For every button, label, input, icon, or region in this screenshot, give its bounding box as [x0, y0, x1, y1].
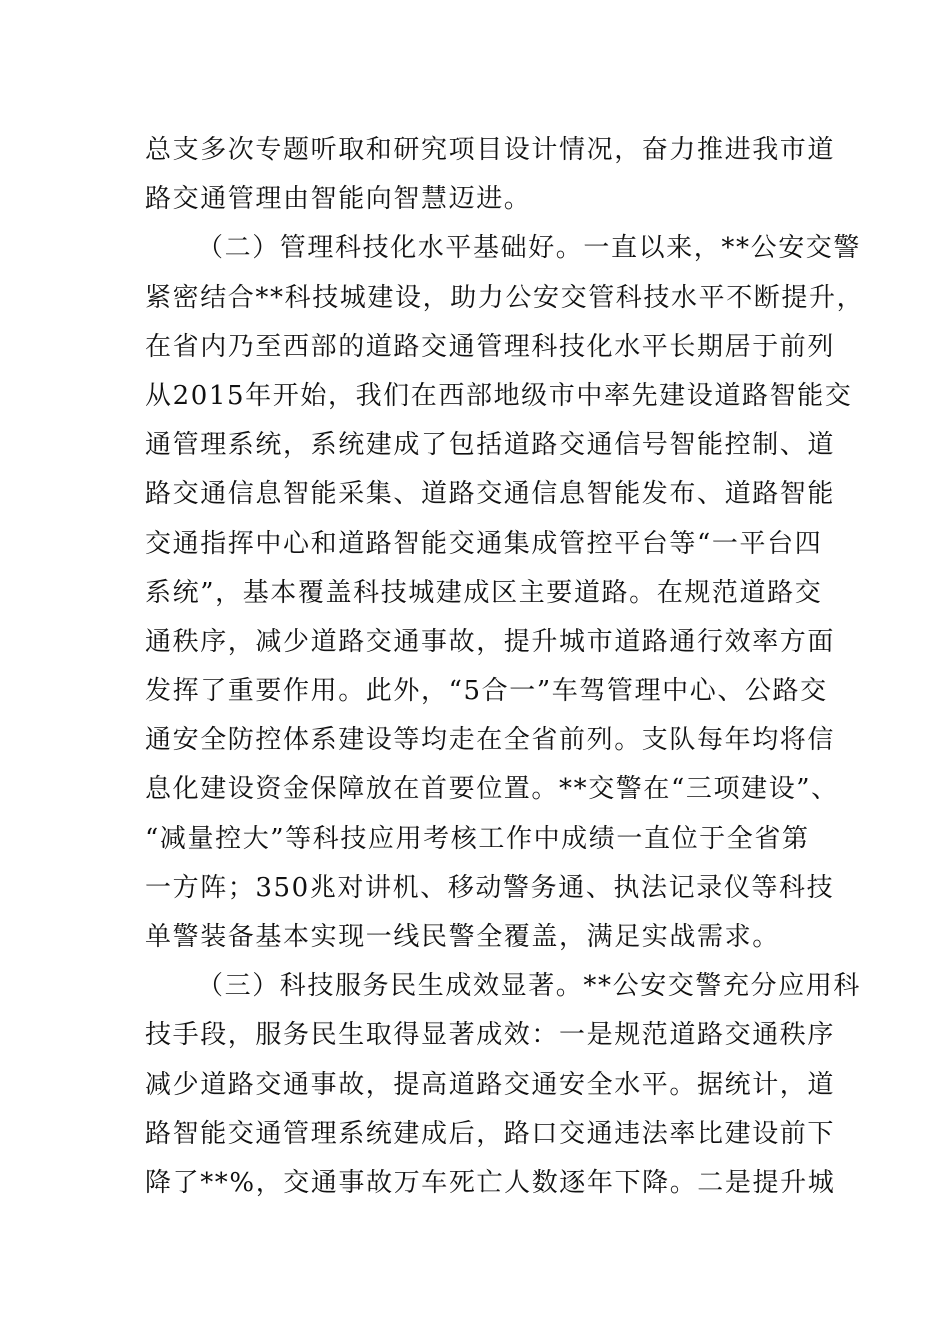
paragraph-start-line: （二）管理科技化水平基础好。一直以来，**公安交警: [197, 233, 862, 264]
text-line: 一方阵；350兆对讲机、移动警务通、执法记录仪等科技: [145, 872, 835, 903]
text-line: 路智能交通管理系统建成后，路口交通违法率比建设前下: [145, 1118, 836, 1149]
text-line: 通管理系统，系统建成了包括道路交通信号智能控制、道: [145, 430, 836, 461]
body-text: [145, 126, 865, 1208]
text-line: 息化建设资金保障放在首要位置。**交警在“三项建设”、: [145, 774, 839, 805]
text-line: 通秩序，减少道路交通事故，提升城市道路通行效率方面: [145, 626, 836, 657]
text-line: 发挥了重要作用。此外，“5合一”车驾管理中心、公路交: [145, 676, 828, 707]
text-line: 系统”，基本覆盖科技城建成区主要道路。在规范道路交: [145, 577, 823, 608]
text-line: 技手段，服务民生取得显著成效：一是规范道路交通秩序: [145, 1020, 836, 1051]
text-line: 交通指挥中心和道路智能交通集成管控平台等“一平台四: [145, 528, 823, 559]
paragraph-start-line: （三）科技服务民生成效显著。**公安交警充分应用科: [197, 971, 862, 1002]
text-line: 从2015年开始，我们在西部地级市中率先建设道路智能交: [145, 380, 853, 411]
text-line: 路交通信息智能采集、道路交通信息智能发布、道路智能: [145, 479, 836, 510]
text-line: “减量控大”等科技应用考核工作中成绩一直位于全省第: [145, 823, 810, 854]
text-line: 在省内乃至西部的道路交通管理科技化水平长期居于前列: [145, 331, 836, 362]
text-line: 单警装备基本实现一线民警全覆盖，满足实战需求。: [145, 922, 780, 952]
text-line: 路交通管理由智能向智慧迈进。: [145, 184, 532, 215]
text-line: 总支多次专题听取和研究项目设计情况，奋力推进我市道: [145, 135, 836, 165]
text-line: 紧密结合**科技城建设，助力公安交管科技水平不断提升，: [145, 282, 865, 313]
text-line: 减少道路交通事故，提高道路交通安全水平。据统计，道: [145, 1069, 836, 1100]
text-line: 通安全防控体系建设等均走在全省前列。支队每年均将信: [145, 725, 836, 756]
text-line: 降了**%，交通事故万车死亡人数逐年下降。二是提升城: [145, 1167, 836, 1198]
